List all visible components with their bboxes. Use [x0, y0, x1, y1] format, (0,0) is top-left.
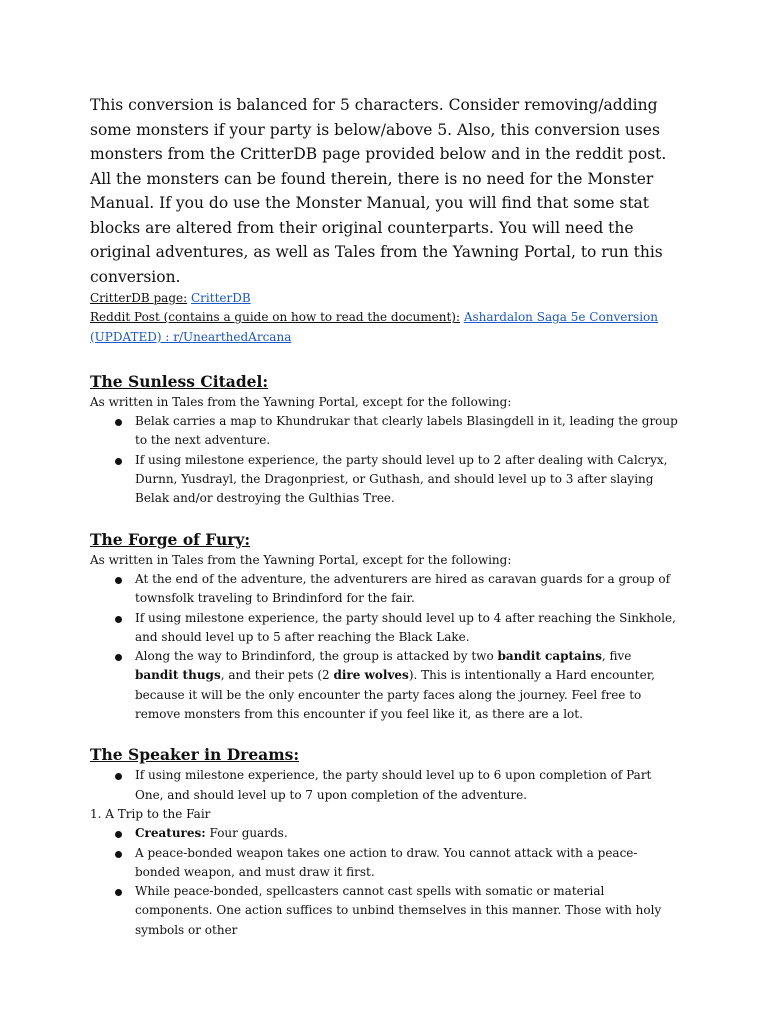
list-item: If using milestone experience, the party should level up to 2 after dealing with Calcryx, Durnn, Yusdrayl, the Dragonpriest, or Guthash, and should level up to 3 after slaying Belak and/or destroying the Gulthias Tree. [90, 451, 678, 509]
list-item: At the end of the adventure, the adventurers are hired as caravan guards for a group of townsfolk traveling to Brindinford for the fair. [90, 570, 678, 609]
bullet-icon [115, 831, 122, 838]
bullet-icon [115, 654, 122, 661]
reddit-link[interactable]: Ashardalon Saga 5e Conversion (UPDATED) : r/UnearthedArcana [90, 310, 659, 344]
list-item: Along the way to Brindinford, the group is attacked by two bandit captains, five bandit thugs, and their pets (2 dire wolves). This is intentionally a Hard encounter, because it will be the only encounter the party faces along the journey. Feel free to remove monsters from this encounter if you feel like it, as there are a lot. [90, 647, 678, 724]
bullet-icon [115, 889, 122, 896]
part-one-heading: 1. A Trip to the Fair [90, 806, 211, 821]
bullet-icon [115, 773, 122, 780]
bullet-icon [115, 851, 122, 858]
reddit-label: Reddit Post (contains a guide on how to read the document): [90, 310, 461, 325]
sunless-citadel-list [90, 412, 678, 508]
critterdb-line [90, 289, 678, 308]
speaker-in-dreams-heading: The Speaker in Dreams: [90, 745, 300, 765]
creatures-label: Creatures: [135, 826, 206, 841]
reddit-line [90, 308, 678, 347]
dire-wolves-text: dire wolves [333, 668, 409, 683]
bandit-thugs-text: bandit thugs [135, 668, 221, 683]
sunless-citadel-subtitle: As written in Tales from the Yawning Portal, except for the following: [90, 394, 512, 409]
forge-of-fury-subtitle: As written in Tales from the Yawning Portal, except for the following: [90, 552, 512, 567]
intro-paragraph: This conversion is balanced for 5 characters. Consider removing/adding some monsters if your party is below/above 5. Also, this conversion uses monsters from the CritterDB page provided below and in the reddit post. All the monsters can be found therein, there is no need for the Monster Manual. If you do use the Monster Manual, you will find that some stat blocks are altered from their original counterparts. You will need the original adventures, as well as Tales from the Yawning Portal, to run this conversion. [90, 96, 667, 286]
bullet-icon [115, 577, 122, 584]
list-item: While peace-bonded, spellcasters cannot cast spells with somatic or material components. One action suffices to unbind themselves in this manner. Those with holy symbols or other [90, 882, 678, 940]
sunless-citadel-heading: The Sunless Citadel: [90, 371, 269, 391]
list-item: Creatures: Four guards. [90, 824, 678, 843]
list-item: If using milestone experience, the party should level up to 6 upon completion of Part One, and should level up to 7 upon completion of the adventure. [90, 766, 678, 805]
speaker-in-dreams-list [90, 766, 678, 805]
forge-of-fury-heading: The Forge of Fury: [90, 529, 251, 549]
bandit-captains-text: bandit captains [497, 649, 602, 664]
critterdb-label: CritterDB page: [90, 291, 188, 305]
bullet-icon [115, 458, 122, 465]
list-item: A peace-bonded weapon takes one action to draw. You cannot attack with a peace-bonded weapon, and must draw it first. [90, 844, 678, 883]
critterdb-link[interactable]: CritterDB [190, 291, 251, 305]
part-one-list [90, 824, 678, 940]
list-item: If using milestone experience, the party should level up to 4 after reaching the Sinkhole, and should level up to 5 after reaching the Black Lake. [90, 609, 678, 648]
list-item: Belak carries a map to Khundrukar that clearly labels Blasingdell in it, leading the group to the next adventure. [90, 412, 678, 451]
bullet-icon [115, 616, 122, 623]
bullet-icon [115, 419, 122, 426]
forge-of-fury-list [90, 570, 678, 724]
